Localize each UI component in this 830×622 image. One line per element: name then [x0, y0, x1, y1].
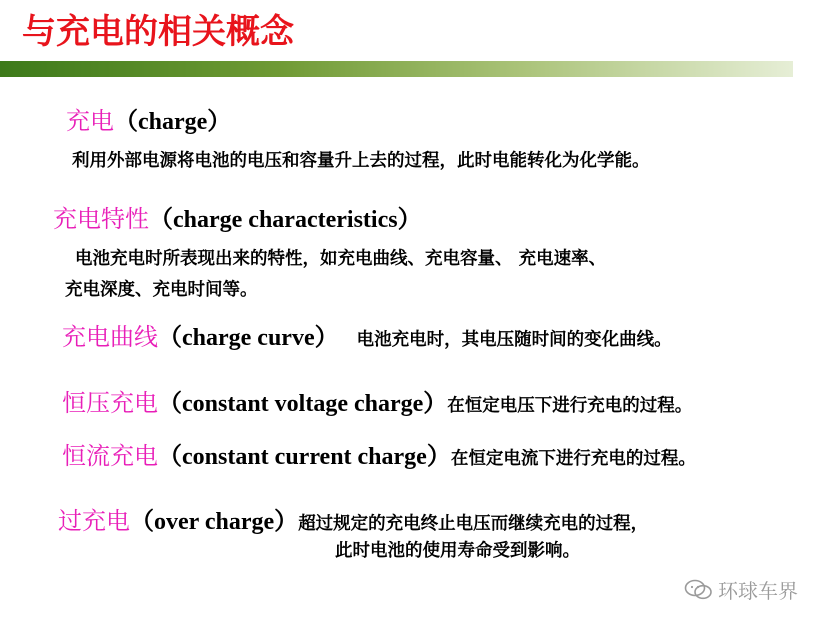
term-label: 恒流充电	[62, 442, 158, 470]
term-description: 在恒定电压下进行充电的过程。	[447, 396, 693, 416]
term-over-charge-heading	[58, 501, 648, 536]
term-charge-description: 利用外部电源将电池的电压和容量升上去的过程，此时电能转化为化学能。	[72, 151, 650, 171]
term-label: 充电	[66, 107, 114, 135]
term-english: （charge）	[114, 109, 232, 135]
wechat-logo-icon	[684, 579, 714, 601]
term-constant-voltage-heading	[62, 383, 692, 418]
title-underline-bar	[0, 61, 793, 77]
term-over-charge-description-2: 此时电池的使用寿命受到影响。	[335, 541, 580, 561]
term-constant-current-heading	[62, 436, 696, 471]
watermark-text: 环球车界	[718, 579, 798, 603]
term-label: 充电特性	[53, 205, 149, 233]
term-english: （charge curve）	[158, 325, 339, 351]
term-description: 超过规定的充电终止电压而继续充电的过程，	[298, 514, 649, 534]
term-english: （charge characteristics）	[149, 207, 422, 233]
term-description: 在恒定电流下进行充电的过程。	[450, 449, 696, 469]
term-charge-characteristics-description-1: 电池充电时所表现出来的特性，如充电曲线、充电容量、 充电速率、	[75, 249, 607, 269]
term-charge-curve-heading	[62, 317, 672, 352]
term-english: （over charge）	[130, 509, 299, 535]
term-charge-heading	[66, 101, 231, 136]
term-description: 电池充电时，其电压随时间的变化曲线。	[356, 330, 672, 350]
term-charge-characteristics-heading	[53, 199, 422, 234]
term-charge-characteristics-description-2: 充电深度、充电时间等。	[65, 280, 258, 300]
page-title: 与充电的相关概念	[22, 12, 294, 52]
term-english: （constant voltage charge）	[158, 391, 448, 417]
term-label: 过充电	[58, 507, 130, 535]
term-label: 充电曲线	[62, 323, 158, 351]
term-label: 恒压充电	[62, 389, 158, 417]
term-english: （constant current charge）	[158, 444, 451, 470]
watermark	[684, 575, 798, 604]
